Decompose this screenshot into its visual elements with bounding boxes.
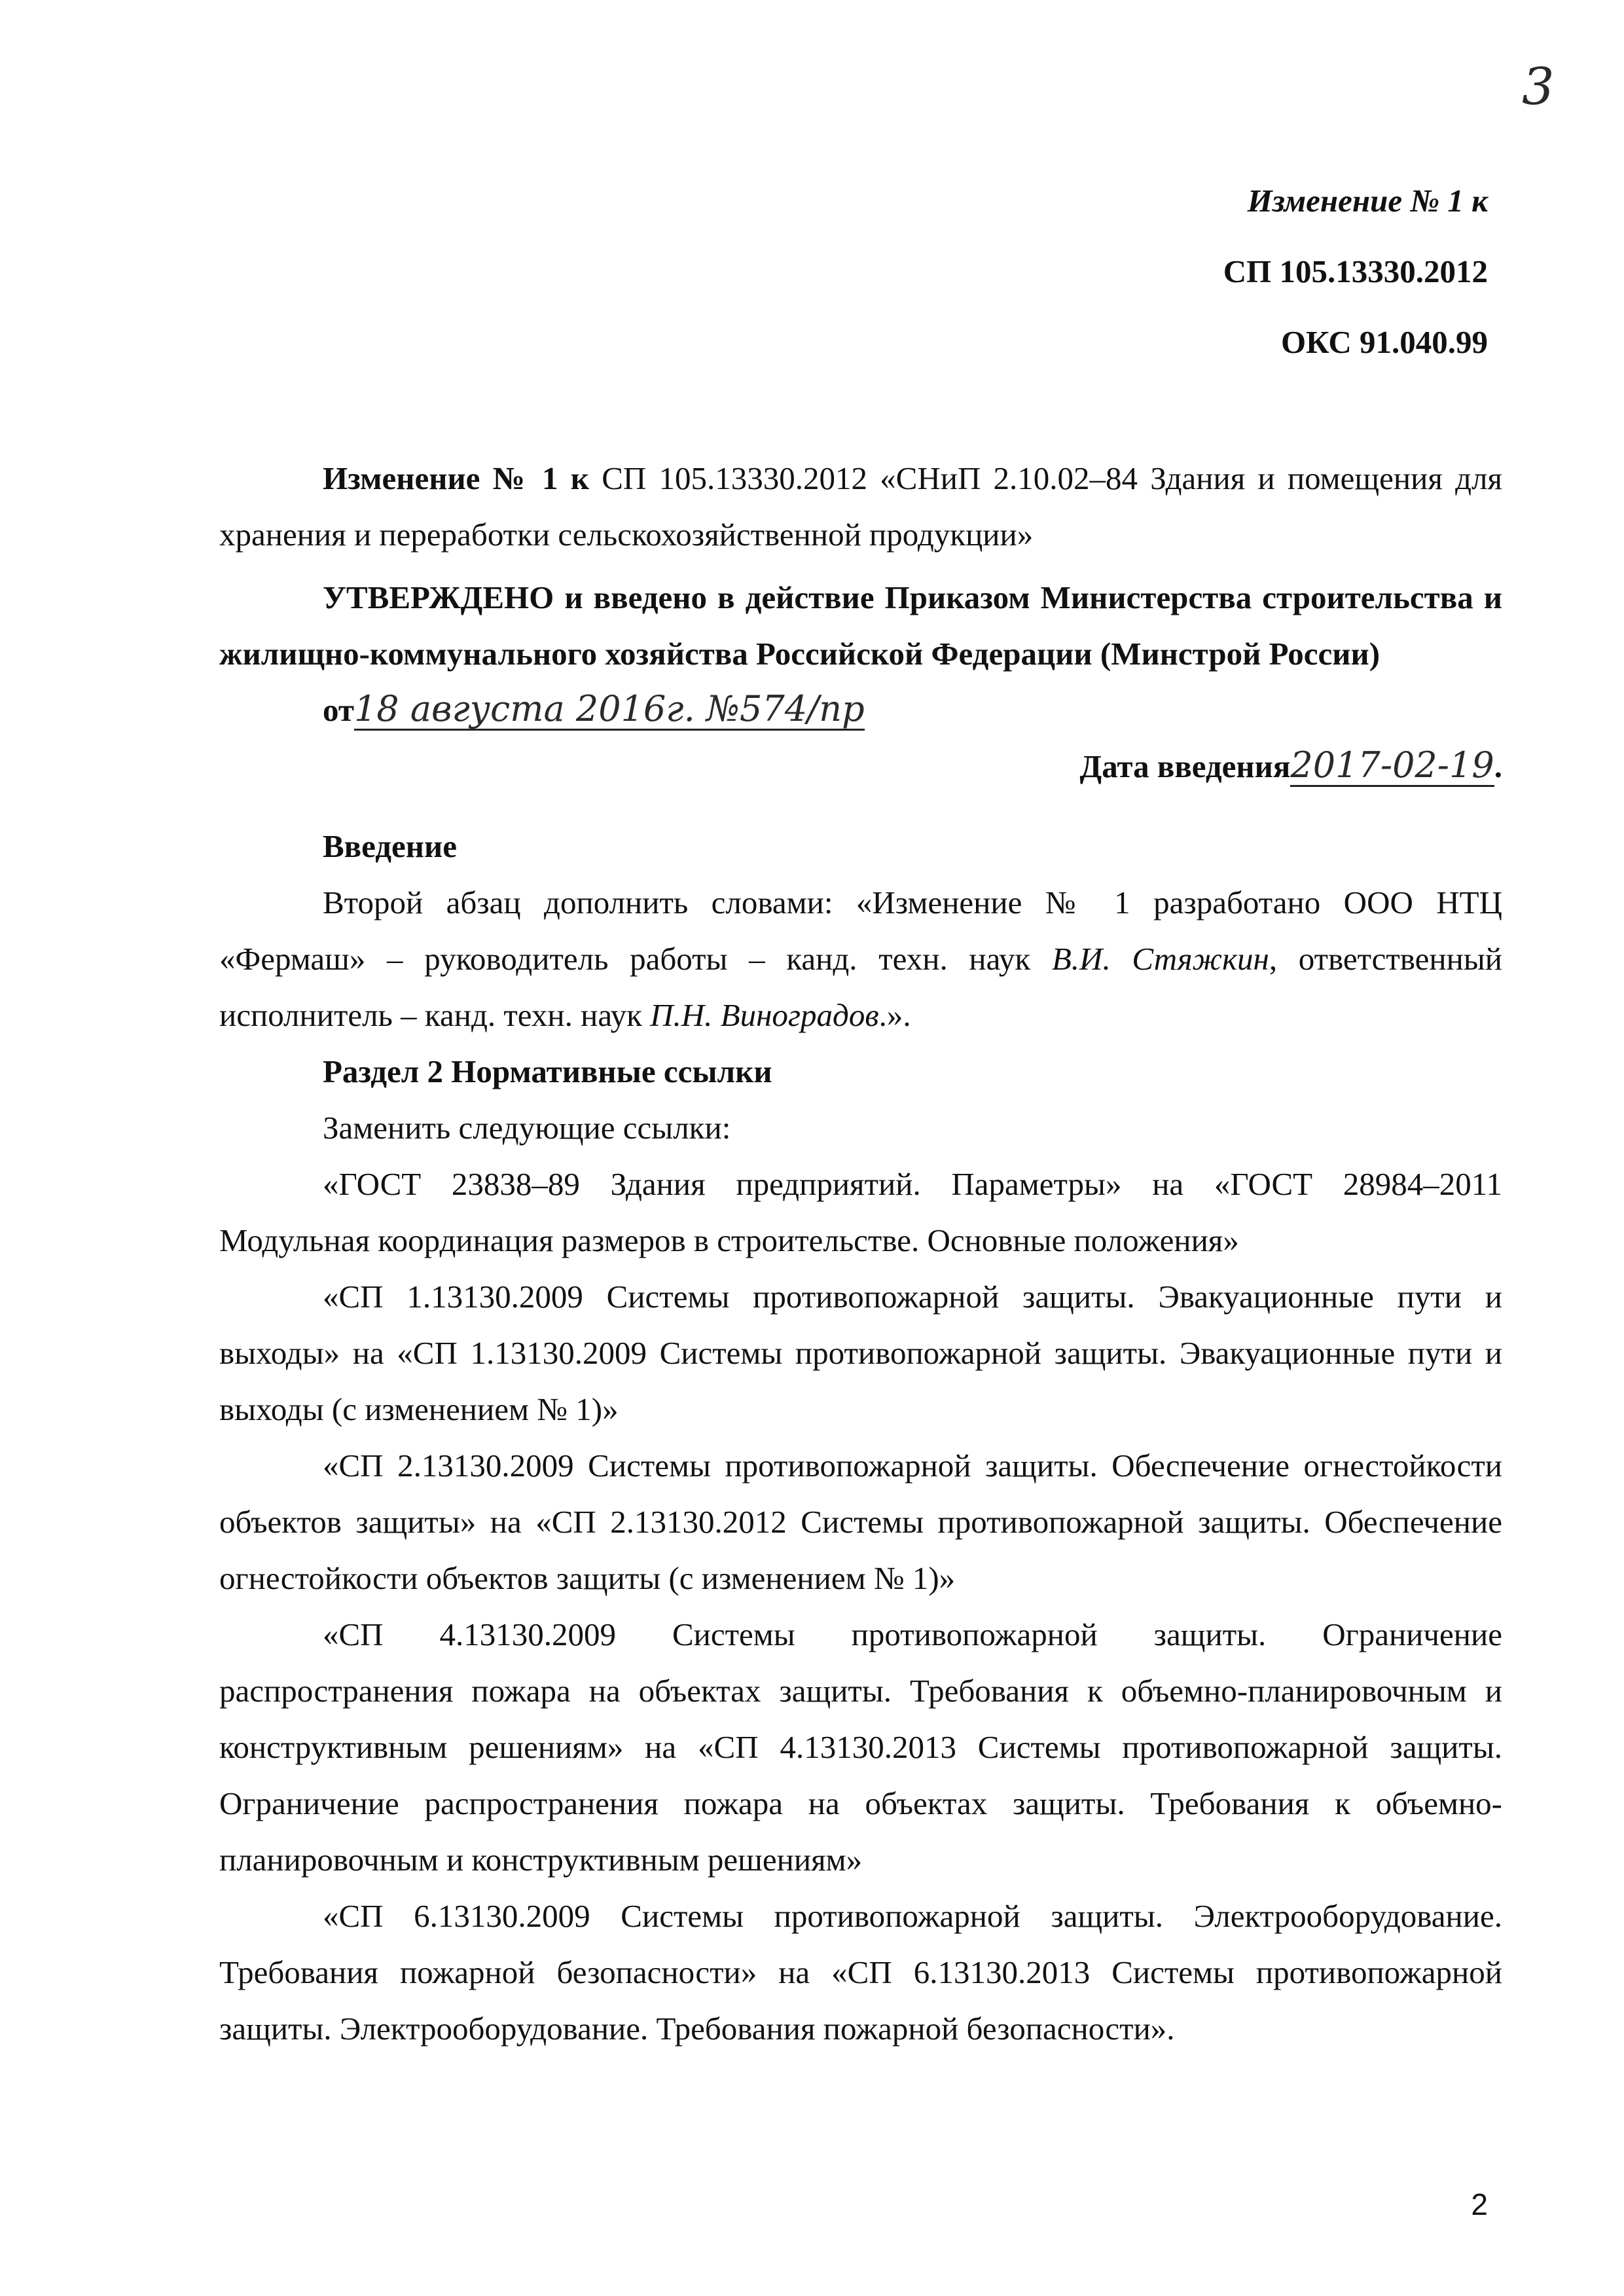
intro-text-a: Второй абзац дополнить словами: «Изменение № 1 разработано ООО НТЦ «Фермаш» – руководитель работы – канд. техн. наук	[219, 884, 1502, 977]
change-title-bold: Изменение № 1 к	[323, 460, 589, 496]
intro-paragraph	[219, 875, 1502, 1044]
handwritten-intro-date: 2017-02-19	[1290, 744, 1494, 786]
intro-date-line	[219, 738, 1502, 795]
header-oks: ОКС 91.040.99	[1280, 324, 1488, 360]
change-title	[219, 450, 1502, 563]
reference-item: «ГОСТ 23838–89 Здания предприятий. Параметры» на «ГОСТ 28984–2011 Модульная координация размеров в строительстве. Основные положения»	[219, 1166, 1502, 1258]
intro-date-label: Дата введения	[1079, 748, 1291, 784]
reference-item: «СП 2.13130.2009 Системы противопожарной защиты. Обеспечение огнестойкости объектов защиты» на «СП 2.13130.2012 Системы противопожарной защиты. Обеспечение огнестойкости объектов защиты (с изменением № 1)»	[219, 1448, 1502, 1596]
header-code: СП 105.13330.2012	[1223, 253, 1488, 289]
section2-heading: Раздел 2 Нормативные ссылки	[323, 1053, 772, 1089]
header-change-label: Изменение № 1 к	[1247, 183, 1488, 219]
developer-name-2: П.Н. Виноградов	[650, 997, 879, 1033]
reference-item: «СП 1.13130.2009 Системы противопожарной защиты. Эвакуационные пути и выходы» на «СП 1.13130.2009 Системы противопожарной защиты. Эвакуационные пути и выходы (с изменением № 1)»	[219, 1279, 1502, 1427]
order-date-text: 18 августа 2016г.	[353, 688, 695, 729]
intro-text-b: , ответственный исполнитель – канд. техн. наук	[219, 941, 1502, 1033]
handwritten-order-date	[354, 689, 865, 731]
order-number-text: №574/пр	[706, 688, 865, 729]
order-line	[219, 682, 1502, 738]
approved-statement: УТВЕРЖДЕНО и введено в действие Приказом Министерства строительства и жилищно-коммунального хозяйства Российской Федерации (Минстрой России)	[219, 579, 1502, 672]
section2-lead: Заменить следующие ссылки:	[323, 1110, 731, 1146]
intro-date-period: .	[1494, 748, 1502, 784]
page-number: 2	[1471, 2187, 1488, 2221]
intro-heading: Введение	[323, 828, 457, 864]
reference-item: «СП 4.13130.2009 Системы противопожарной защиты. Ограничение распространения пожара на объектах защиты. Требования к объемно-планировочным и конструктивным решениям» на «СП 4.13130.2013 Системы противопожарной защиты. Ограничение распространения пожара на объектах защиты. Требования к объемно-планировочным и конструктивным решениям»	[219, 1616, 1502, 1878]
intro-text-c: .».	[878, 997, 911, 1033]
order-from-label: от	[323, 692, 354, 728]
handwritten-sheet-number: 3	[1522, 58, 1555, 117]
reference-item: «СП 6.13130.2009 Системы противопожарной защиты. Электрооборудование. Требования пожарной безопасности» на «СП 6.13130.2013 Системы противопожарной защиты. Электрооборудование. Требования пожарной безопасности».	[219, 1898, 1502, 2047]
document-body	[219, 450, 1502, 2057]
change-title-text: СП 105.13330.2012 «СНиП 2.10.02–84 Здания и помещения для хранения и переработки сельскохозяйственной продукции»	[219, 460, 1503, 553]
developer-name-1: В.И. Стяжкин	[1051, 941, 1269, 977]
